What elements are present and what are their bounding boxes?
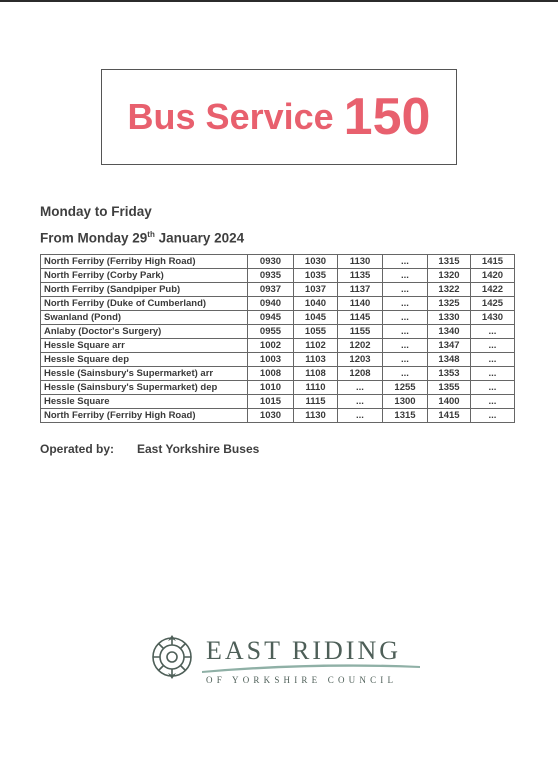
departure-time: 1415 xyxy=(428,409,471,423)
departure-time: 1037 xyxy=(294,283,338,297)
stop-name: Hessle (Sainsbury's Supermarket) dep xyxy=(41,381,248,395)
departure-time: 1400 xyxy=(428,395,471,409)
operator-label: Operated by: xyxy=(40,442,115,456)
departure-time: 1422 xyxy=(471,283,515,297)
departure-time: 1430 xyxy=(471,311,515,325)
departure-time: ... xyxy=(383,269,428,283)
timetable-row xyxy=(41,255,515,269)
departure-time: 1130 xyxy=(338,255,383,269)
departure-time: 1355 xyxy=(428,381,471,395)
timetable-row xyxy=(41,381,515,395)
timetable xyxy=(40,254,515,423)
departure-time: 1115 xyxy=(294,395,338,409)
departure-time: 1145 xyxy=(338,311,383,325)
stop-name: North Ferriby (Ferriby High Road) xyxy=(41,409,248,423)
effective-date-ordinal: th xyxy=(147,230,155,239)
logo-swoosh-icon xyxy=(202,663,420,673)
stop-name: Hessle Square arr xyxy=(41,339,248,353)
logo-subtitle: OF YORKSHIRE COUNCIL xyxy=(206,675,398,685)
departure-time: ... xyxy=(383,353,428,367)
east-riding-logo xyxy=(150,633,420,693)
departure-time: 1155 xyxy=(338,325,383,339)
departure-time: 1015 xyxy=(248,395,294,409)
departure-time: 1010 xyxy=(248,381,294,395)
timetable-body xyxy=(41,255,515,423)
timetable-row xyxy=(41,339,515,353)
page-title: Bus Service xyxy=(127,96,334,137)
departure-time: ... xyxy=(383,325,428,339)
timetable-row xyxy=(41,283,515,297)
departure-time: 1108 xyxy=(294,367,338,381)
departure-time: ... xyxy=(383,311,428,325)
departure-time: 1103 xyxy=(294,353,338,367)
departure-time: 1203 xyxy=(338,353,383,367)
departure-time: ... xyxy=(471,395,515,409)
departure-time: 0935 xyxy=(248,269,294,283)
departure-time: ... xyxy=(383,283,428,297)
departure-time: ... xyxy=(338,381,383,395)
departure-time: 1320 xyxy=(428,269,471,283)
departure-time: 1035 xyxy=(294,269,338,283)
operator-name: East Yorkshire Buses xyxy=(137,442,260,456)
departure-time: 1055 xyxy=(294,325,338,339)
departure-time: 1353 xyxy=(428,367,471,381)
departure-time: ... xyxy=(471,367,515,381)
departure-time: ... xyxy=(471,353,515,367)
departure-time: 1255 xyxy=(383,381,428,395)
departure-time: ... xyxy=(471,339,515,353)
departure-time: 1415 xyxy=(471,255,515,269)
departure-time: 1322 xyxy=(428,283,471,297)
departure-time: 1315 xyxy=(428,255,471,269)
departure-time: 1420 xyxy=(471,269,515,283)
departure-time: 1340 xyxy=(428,325,471,339)
stop-name: North Ferriby (Duke of Cumberland) xyxy=(41,297,248,311)
departure-time: 1208 xyxy=(338,367,383,381)
departure-time: 1202 xyxy=(338,339,383,353)
departure-time: 1140 xyxy=(338,297,383,311)
departure-time: 0945 xyxy=(248,311,294,325)
stop-name: Swanland (Pond) xyxy=(41,311,248,325)
page-top-edge xyxy=(0,0,558,2)
timetable-row xyxy=(41,311,515,325)
departure-time: ... xyxy=(383,297,428,311)
service-days: Monday to Friday xyxy=(40,204,152,219)
departure-time: 1002 xyxy=(248,339,294,353)
departure-time: ... xyxy=(383,367,428,381)
departure-time: 1110 xyxy=(294,381,338,395)
timetable-row xyxy=(41,409,515,423)
timetable-row xyxy=(41,395,515,409)
departure-time: ... xyxy=(383,255,428,269)
rose-emblem-icon xyxy=(150,633,194,683)
effective-date-rest: January 2024 xyxy=(154,230,245,246)
stop-name: Hessle (Sainsbury's Supermarket) arr xyxy=(41,367,248,381)
departure-time: 1300 xyxy=(383,395,428,409)
departure-time: ... xyxy=(383,339,428,353)
stop-name: Hessle Square xyxy=(41,395,248,409)
departure-time: 1030 xyxy=(294,255,338,269)
stop-name: Hessle Square dep xyxy=(41,353,248,367)
timetable-row xyxy=(41,325,515,339)
departure-time: 1325 xyxy=(428,297,471,311)
effective-date xyxy=(40,230,244,246)
effective-date-prefix: From Monday 29 xyxy=(40,230,148,246)
departure-time: 1030 xyxy=(248,409,294,423)
departure-time: 1135 xyxy=(338,269,383,283)
departure-time: ... xyxy=(471,409,515,423)
stop-name: Anlaby (Doctor's Surgery) xyxy=(41,325,248,339)
departure-time: 1330 xyxy=(428,311,471,325)
departure-time: ... xyxy=(338,395,383,409)
title-box xyxy=(101,69,457,165)
departure-time: 1137 xyxy=(338,283,383,297)
departure-time: 1315 xyxy=(383,409,428,423)
departure-time: 0937 xyxy=(248,283,294,297)
stop-name: North Ferriby (Sandpiper Pub) xyxy=(41,283,248,297)
route-number: 150 xyxy=(343,88,431,146)
timetable-row xyxy=(41,269,515,283)
timetable-row xyxy=(41,367,515,381)
timetable-row xyxy=(41,353,515,367)
departure-time: 1348 xyxy=(428,353,471,367)
logo-name: EAST RIDING xyxy=(206,636,402,665)
departure-time: 1347 xyxy=(428,339,471,353)
departure-time: 0940 xyxy=(248,297,294,311)
departure-time: 0930 xyxy=(248,255,294,269)
departure-time: 0955 xyxy=(248,325,294,339)
departure-time: 1045 xyxy=(294,311,338,325)
departure-time: ... xyxy=(471,381,515,395)
departure-time: ... xyxy=(338,409,383,423)
departure-time: ... xyxy=(471,325,515,339)
stop-name: North Ferriby (Ferriby High Road) xyxy=(41,255,248,269)
stop-name: North Ferriby (Corby Park) xyxy=(41,269,248,283)
departure-time: 1130 xyxy=(294,409,338,423)
departure-time: 1008 xyxy=(248,367,294,381)
departure-time: 1003 xyxy=(248,353,294,367)
departure-time: 1102 xyxy=(294,339,338,353)
departure-time: 1425 xyxy=(471,297,515,311)
timetable-row xyxy=(41,297,515,311)
departure-time: 1040 xyxy=(294,297,338,311)
